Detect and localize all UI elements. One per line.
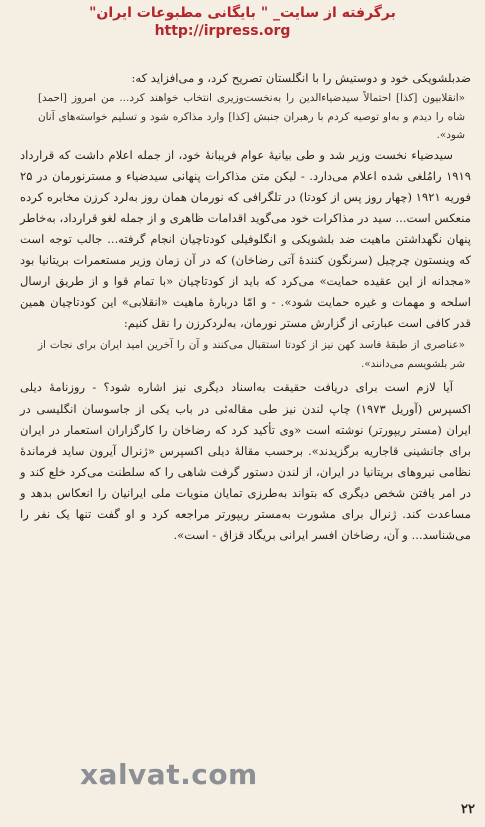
source-url[interactable]: http://irpress.org bbox=[154, 23, 291, 39]
quote-1: «انقلابیون [کذا] احتمالاً سیدضیاءالدین را به‌نخست‌وزیری انتخاب خواهند کرد... من امروز [احمد] شاه را دیدم و به‌او توصیه کردم با رهبران جنبش [کذا] وارد مذاکره شود و تسلیم خواسته‌های آنان شود». bbox=[38, 92, 465, 142]
article-body bbox=[20, 68, 471, 546]
watermark: xalvat.com bbox=[80, 758, 258, 791]
source-line: برگرفته از سایت_ " بایگانی مطبوعات ایران" bbox=[89, 5, 396, 21]
paragraph-3: آیا لازم است برای دریافت حقیقت به‌اسناد دیگری نیز اشاره شود؟ - روزنامهٔ دیلی اکسپرس (آوریل ۱۹۷۳) چاپ لندن نیز طی مقاله‌ئی در باب یکی از جاسوسان انگلیسی در ایران (مستر ریپورتر) نوشته است «وی تأکید کرد که رضاخان را کارگزاران استعمار در ایران برای جانشینی قاجاریه برگزیدند». برحسب مقالهٔ دیلی اکسپرس «ژنرال آیرون ساید فرماندهٔ نظامی نیروهای بریتانیا در ایران، از لندن دستور گرفت شاهی را که سلطنت می‌کرد خلع کند و در امر یافتن شخص دیگری که بتواند به‌طرزی تمایان منویات ملی ایرانیان را انعکاس بدهد و مساعدت کند. ژنرال برای مشورت به‌مستر ریپورتر مراجعه کرد و او گفت تنها یک نفر را می‌شناسد... و آن، رضاخان افسر ایرانی بریگاد قزاق - است». bbox=[20, 380, 471, 543]
paragraph-2: سیدضیاء نخست وزیر شد و طی بیانیهٔ عوام فریبانهٔ خود، از جمله اعلام داشت که قرارداد ۱۹۱۹ رامُلغی شده اعلام می‌دارد. - لیکن متن مذاکرات پنهانی سیدضیاء و مسترنورمان در ۲۵ فوریه ۱۹۲۱ (چهار روز پس از کودتا) در تلگرافی که نورمان همان روز به‌لرد کرزن مخابره کرده منعکس است... سید در مذاکرات خود می‌گوید اقدامات ظاهری و از جمله لغو قرارداد، به‌خاطر پنهان نگهداشتن ماهیت ضد بلشویکی و انگلوفیلی کودتاچیان انجام گرفته... جالب توجه است که وینستون چرچیل (سرنگون کنندهٔ آتی رضاخان) که در آن زمان وزیر مستعمرات بریتانیا بود «مجدانه از این عقیده حمایت» می‌کرد که باید از کودتاچیان «با تمام قوا و از طریق ارسال اسلحه و مهمات و غیره حمایت شود». - و امّا دربارهٔ ماهیت «انقلابی» این کودتاچیان همین قدر کافی است عبارتی از گزارش مستر نورمان، به‌لردکرزن را نقل کنیم: bbox=[20, 147, 472, 331]
page-number: ۲۲ bbox=[461, 802, 475, 817]
paragraph-1: ضدبلشویکی خود و دوستیش را با انگلستان تصریح کرد، و می‌افزاید که: bbox=[131, 71, 471, 85]
quote-2: «عناصری از طبقهٔ فاسد کهن نیز از کودتا استقبال می‌کنند و آن را آخرین امید ایران برای نجات از شر بلشویسم می‌دانند». bbox=[38, 339, 465, 370]
source-header bbox=[0, 4, 485, 40]
